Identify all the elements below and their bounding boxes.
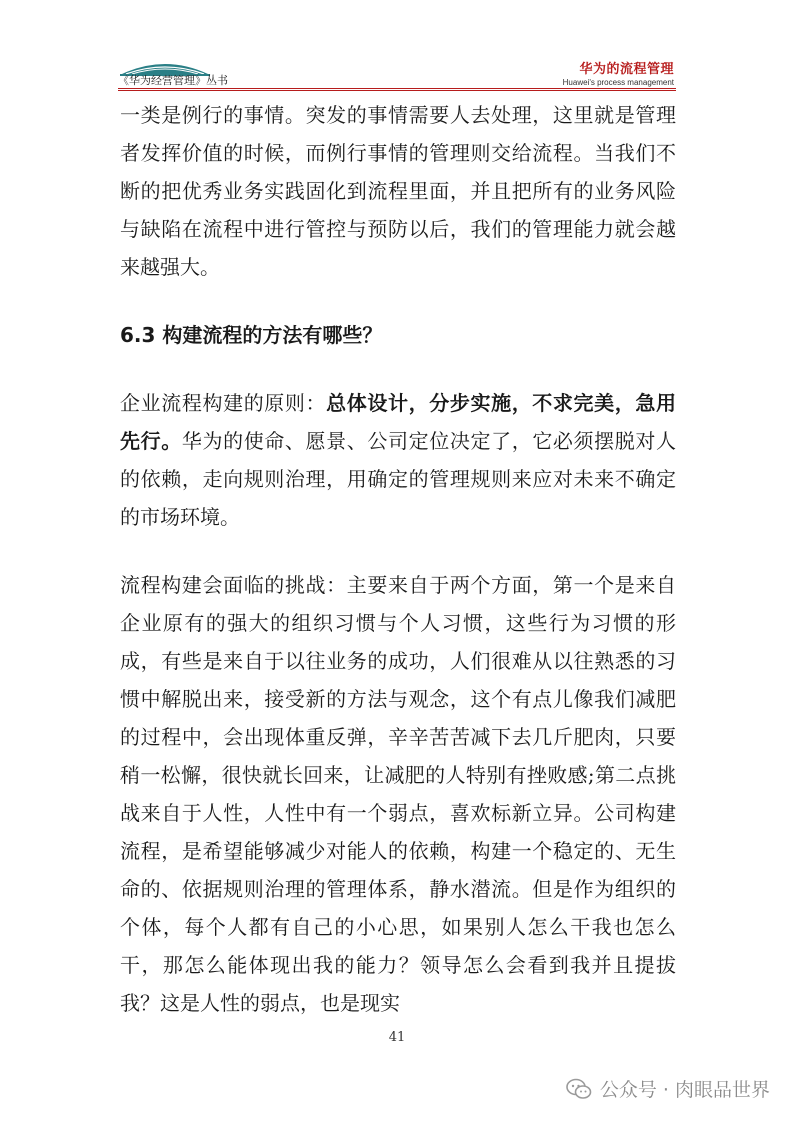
paragraph-2 [120, 384, 676, 536]
page-number: 41 [388, 1030, 406, 1045]
book-brand [563, 58, 674, 87]
section-heading: 6.3 构建流程的方法有哪些？ [120, 323, 383, 347]
header-divider-secondary [118, 90, 676, 91]
paragraph-1: 一类是例行的事情。突发的事情需要人去处理，这里就是管理者发挥价值的时候，而例行事情的管理则交给流程。当我们不断的把优秀业务实践固化到流程里面，并且把所有的业务风险与缺陷在流程中进行管控与预防以后，我们的管理能力就会越来越强大。 [120, 103, 676, 279]
wechat-icon [566, 1078, 592, 1100]
paragraph-2-bold-principle: 总体设计，分步实施，不求完美，急用先行。 [120, 391, 677, 453]
watermark [566, 1075, 770, 1102]
paragraph-2-lead: 企业流程构建的原则： [120, 391, 327, 415]
brand-title-cn: 华为的流程管理 [579, 62, 674, 77]
series-label: 《华为经营管理》丛书 [118, 74, 228, 87]
watermark-text: 公众号 · 肉眼品世界 [599, 1079, 770, 1101]
paragraph-3: 流程构建会面临的挑战：主要来自于两个方面，第一个是来自企业原有的强大的组织习惯与个人习惯，这些行为习惯的形成，有些是来自于以往业务的成功，人们很难从以往熟悉的习惯中解脱出来，接受新的方法与观念，这个有点儿像我们减肥的过程中，会出现体重反弹，辛辛苦苦减下去几斤肥肉，只要稍一松懈，很快就长回来，让减肥的人特别有挫败感;第二点挑战来自于人性，人性中有一个弱点，喜欢标新立异。公司构建流程，是希望能够减少对能人的依赖，构建一个稳定的、无生命的、依据规则治理的管理体系，静水潜流。但是作为组织的个体，每个人都有自己的小心思，如果别人怎么干我也怎么干，那怎么能体现出我的能力？领导怎么会看到我并且提拔我？这是人性的弱点，也是现实 [120, 573, 676, 1015]
paragraph-2-rest: 华为的使命、愿景、公司定位决定了，它必须摆脱对人的依赖，走向规则治理，用确定的管理规则来应对未来不确定的市场环境。 [120, 429, 677, 529]
page-body [120, 96, 676, 1052]
header-divider [118, 88, 676, 89]
brand-title-en: Huawei's process management [562, 78, 674, 87]
